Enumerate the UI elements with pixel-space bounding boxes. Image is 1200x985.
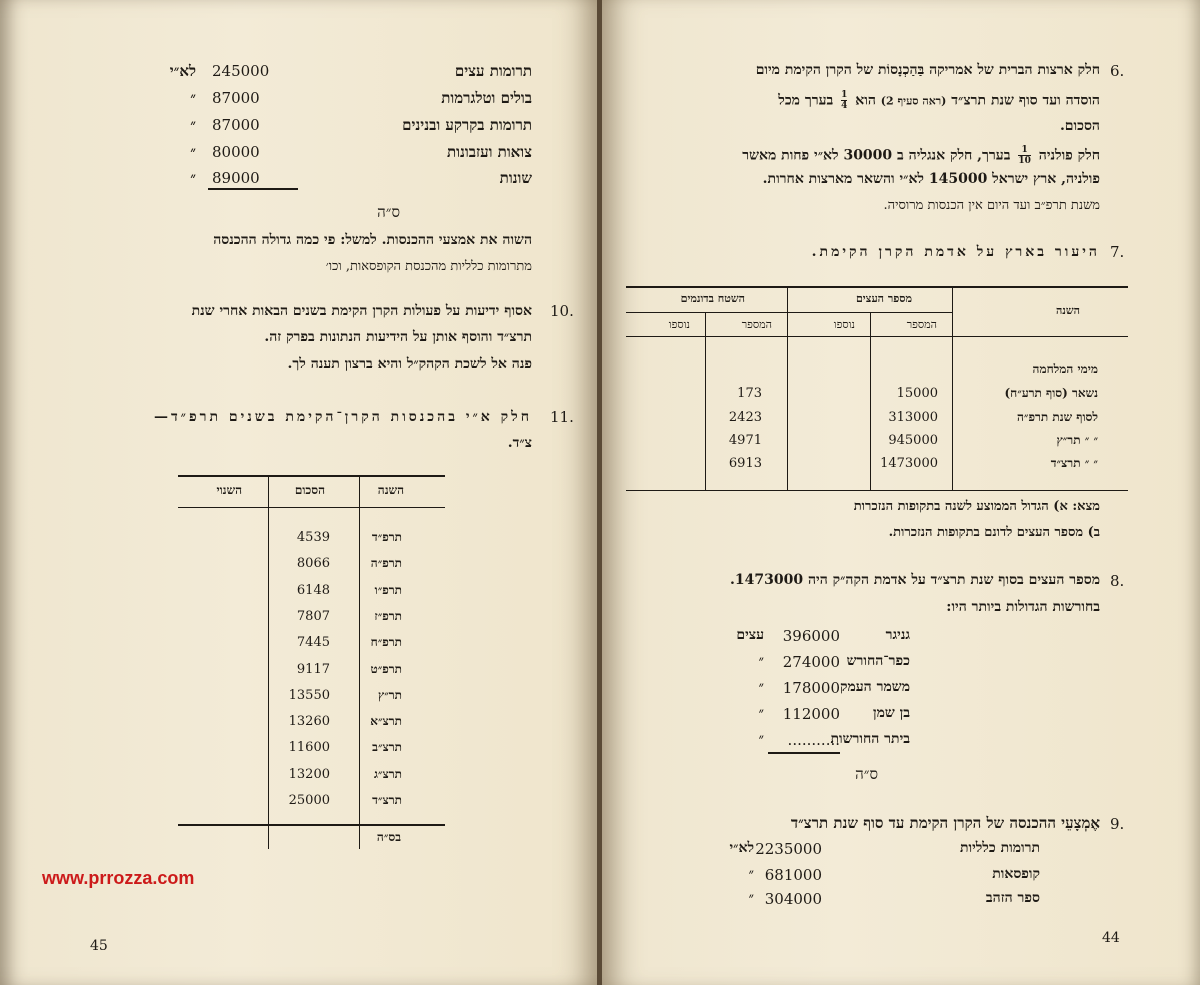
forest-unit: ״ [758,705,764,721]
forest-row-year: מימי המלחמה [1032,362,1098,376]
forest-unit: עצים [736,627,764,643]
forest-sub-added-2: נוספו [668,318,690,331]
section-10-line-3: פנה אל לשכת הקהק״ל והיא ברצון תענה לך. [287,356,532,372]
forest-row-year: ״ ״ תרצ״ד [1050,456,1098,470]
income-item-name: תרומות בקרקע ובנינים [402,116,532,134]
forest-row-added: 6913 [728,456,762,471]
income-item-value: 80000 [212,143,260,161]
forest-row-trees: 945000 [888,433,938,448]
table-row-year: תר״ץ [377,687,402,702]
forest-unit: ״ [758,679,764,695]
source-unit: לא״י [729,840,754,856]
forest-row-year: ״ ״ תר״ץ [1056,433,1098,447]
section-6-line-4: חלק פולניה $\frac{1}{10}$ בערך, חלק אנגליה ב 30000 לא״י פחות מאשר [742,145,1100,166]
forest-value: 178000 [782,679,840,697]
forest-row-year: נשאר (סוף תרע״ח) [1004,386,1098,400]
section-8-line-2: בחורשות הגדולות ביותר היו: [946,599,1100,615]
section-11-title: חלק א״י בהכנסות הקרן־הקימת בשנים תרפ״ד— [153,409,532,425]
col-year-header: השנה [377,483,404,497]
forest-name: בן שמן [873,705,910,721]
income-item-name: תרומות עצים [454,62,532,80]
section-11-title-cont: צ״ד. [507,435,532,451]
forest-row-added: 173 [737,386,762,401]
section-8-line-1: מספר העצים בסוף שנת תרצ״ד על אדמת הקה״ק היה 1473000. [730,572,1100,588]
forest-sub-count-1: המספר [906,318,937,331]
table-row-sum: 13260 [288,714,330,730]
section-7-title: היעור בארץ על אדמת הקרן הקימת. [811,244,1100,260]
forest-unit: ״ [758,731,764,747]
compare-line-1: השוה את אמצעי ההכנסות. למשל: פי כמה גדולה ההכנסה [213,232,532,248]
income-item-value: 87000 [212,116,260,134]
col-sum-header: הסכום [294,483,325,497]
section-11-number: 11. [550,408,574,426]
forest-value: ........... [787,731,840,749]
forest-value: 274000 [782,653,840,671]
section-9-title: אֶמְצָעֵי ההכנסה של הקרן הקימת עד סוף שנת תרצ״ד [790,814,1100,832]
table-row-sum: 11600 [288,740,330,756]
table-row-year: תרפ״ו [374,582,402,597]
income-item-value: 245000 [212,62,270,80]
income-item-name: בולים וטלגרמות [441,89,532,107]
fraction-quarter: $\frac{1}{4}$ [841,90,848,111]
forest-row-added: 4971 [728,433,762,448]
compare-line-2: מתרומות כלליות מהכנסת הקופסאות, וכו׳ [325,259,532,274]
forest-group-trees: מספר העצים [855,292,912,305]
source-unit: ״ [748,866,754,882]
table-row-sum: 8066 [296,556,330,572]
income-item-unit: לא״י [169,62,196,80]
forest-sub-added-1: נוספו [833,318,855,331]
right-page [602,0,1200,985]
forest-sub-count-2: המספר [741,318,772,331]
table-row-year: תרפ״ד [371,530,402,544]
table-row-sum: 6148 [296,582,330,598]
table-row-sum: 13200 [288,766,330,782]
table-row-year: תרצ״א [370,714,402,729]
section-9-number: 9. [1110,815,1125,833]
section-10-line-1: אסוף ידיעות על פעולות הקרן הקימת בשנים הבאות אחרי שנת [191,303,532,319]
income-item-name: צואות ועזבונות [447,143,532,161]
section-6-line-6: משנת תרפ״ב ועד היום אין הכנסות מרוסיה. [883,198,1100,213]
table-row-year: תרפ״ט [370,661,402,676]
source-value: 681000 [764,866,822,884]
income-item-name: שונות [499,169,532,187]
forest-name: ביתר החורשות [830,731,910,747]
section-7-number: 7. [1110,243,1125,261]
table-row-sum: 25000 [288,793,330,808]
fraction-tenth: $\frac{1}{10}$ [1018,145,1031,166]
section-8-number: 8. [1110,572,1125,590]
page-number-left: 45 [90,938,108,954]
source-name: ספר הזהב [985,890,1040,906]
table-row-year: תרפ״ח [370,635,402,650]
source-name: קופסאות [992,866,1040,882]
table-row-sum: 7445 [296,635,330,651]
source-name: תרומות כלליות [959,840,1040,856]
section-10-line-2: תרצ״ד והוסף אותן על הידיעות הנתונות בפרק זה. [264,329,532,345]
table-row-year: תרצ״ג [373,766,402,781]
income-item-value: 89000 [212,169,260,187]
forest-name: כפר־החורש [846,653,910,669]
forest-total-label: ס״ה [855,765,878,783]
forest-col-year: השנה [1055,304,1080,317]
forest-sum-underline [768,752,840,754]
section-6-line-3: הסכום. [1059,118,1100,134]
income-item-unit: ״ [190,169,196,187]
forest-value: 396000 [782,627,840,645]
table-row-sum: 4539 [296,530,330,545]
section-6-line-1: חלק ארצות הברית של אמריקה בַּהַכְנָסוֹת של הקרן הקימת מיום [755,62,1100,78]
source-value: 304000 [764,890,822,908]
task-line-b: ב) מספר העצים לדונם בתקופות הנזכרות. [888,525,1100,540]
page-number-right: 44 [1102,930,1120,946]
forest-row-trees: 1473000 [880,456,938,471]
table-row-year: תרצ״ד [372,793,402,807]
section-10-number: 10. [550,302,574,320]
table-row-year: תרצ״ב [372,740,402,755]
section-6-line-2: הוסדה ועד סוף שנת תרצ״ד (ראה סעיף 2) הוא $\frac{1}{4}$ בערך מכל [778,90,1100,111]
section-6-number: 6. [1110,62,1125,80]
forest-row-added: 2423 [728,410,762,425]
left-total-label: ס״ה [377,203,400,221]
table-row-sum: 7807 [296,608,330,624]
table-row-year: תרפ״ז [374,608,402,623]
forest-row-trees: 15000 [896,386,938,401]
sum-underline [208,188,298,190]
forest-name: גניגר [885,627,910,643]
forest-unit: ״ [758,653,764,669]
col-ratio-header: השנוי [216,483,242,497]
task-line-a: מצא: א) הגדול הממוצע לשנה בתקופות הנזכרות [853,499,1100,514]
left-page [0,0,598,985]
source-unit: ״ [748,890,754,906]
income-item-unit: ״ [190,116,196,134]
watermark-url: www.prrozza.com [42,868,195,888]
forest-group-area: השטח בדונמים [680,292,745,305]
table-row-sum: 9117 [296,661,330,677]
section-6-line-5: פולניה, ארץ ישראל 145000 לא״י והשאר מארצות אחרות. [762,171,1100,187]
income-item-unit: ״ [190,89,196,107]
table-total-label: בס״ה [376,830,401,844]
table-row-year: תרפ״ה [370,556,402,571]
forest-name: משמר העמק [839,679,910,695]
source-value: 2235000 [755,840,822,858]
income-item-unit: ״ [190,143,196,161]
table-row-sum: 13550 [288,687,330,703]
income-item-value: 87000 [212,89,260,107]
forest-row-trees: 313000 [888,410,938,425]
forest-row-year: לסוף שנת תרפ״ה [1017,410,1098,424]
forest-value: 112000 [782,705,840,723]
